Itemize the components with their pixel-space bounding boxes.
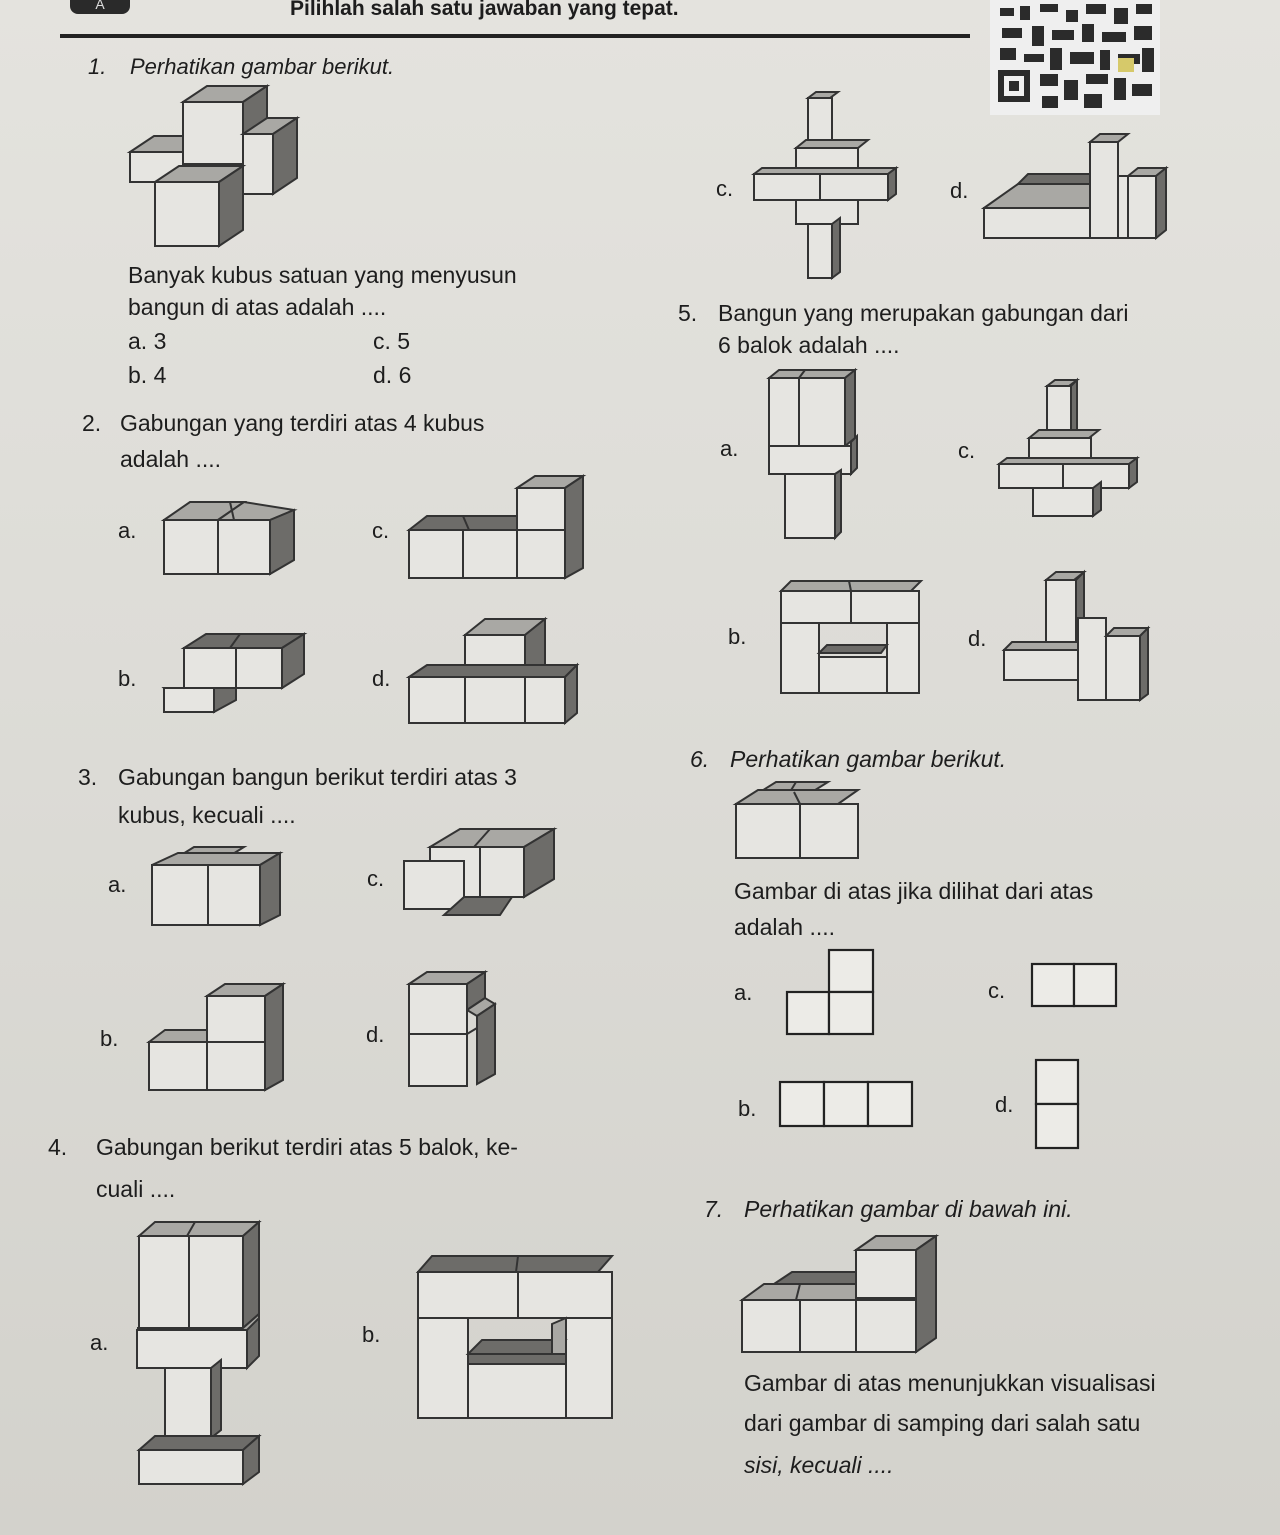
q5-option-b-label[interactable]: b. (728, 624, 747, 649)
instruction-text: Pilihlah salah satu jawaban yang tepat. (290, 0, 679, 20)
q4-option-a-figure[interactable] (133, 1218, 268, 1488)
q3-option-a-label[interactable]: a. (108, 872, 127, 897)
q1-option-b[interactable]: b. 4 (128, 362, 167, 388)
q7-number: 7. (704, 1196, 724, 1222)
q6-number: 6. (690, 746, 710, 772)
q2-option-a-figure[interactable] (160, 498, 300, 578)
q4-text-2: cuali .... (96, 1176, 176, 1202)
q7-stem: Perhatikan gambar di bawah ini. (744, 1196, 1073, 1222)
q2-text-2: adalah .... (120, 446, 222, 472)
q4-option-d-label[interactable]: d. (950, 178, 969, 203)
q2-option-d-figure[interactable] (405, 615, 585, 725)
q5-text-1: Bangun yang merupakan gabungan dari (718, 300, 1129, 326)
q5-option-d-figure[interactable] (1000, 568, 1155, 708)
q3-option-d-label[interactable]: d. (366, 1022, 385, 1047)
q4-option-b-label[interactable]: b. (362, 1322, 381, 1347)
q2-text-1: Gabungan yang terdiri atas 4 kubus (120, 410, 485, 436)
q5-option-c-figure[interactable] (995, 378, 1140, 518)
q4-text-1: Gabungan berikut terdiri atas 5 balok, ke- (96, 1134, 518, 1160)
q6-stem: Perhatikan gambar berikut. (730, 746, 1007, 772)
q2-number: 2. (82, 410, 102, 436)
q3-option-b-figure[interactable] (145, 980, 290, 1095)
q2-option-b-label[interactable]: b. (118, 666, 137, 691)
q1-figure (125, 82, 305, 257)
q6-option-c-figure[interactable] (1030, 962, 1118, 1008)
q3-option-a-figure[interactable] (148, 845, 288, 930)
q3-text-2: kubus, kecuali .... (118, 802, 296, 828)
q4-option-d-figure[interactable] (978, 130, 1173, 245)
q2-option-a-label[interactable]: a. (118, 518, 137, 543)
q4-option-c-figure[interactable] (750, 88, 900, 283)
q5-option-b-figure[interactable] (775, 575, 925, 700)
q7-figure (738, 1232, 943, 1357)
q6-option-a-figure[interactable] (785, 948, 877, 1036)
q6-option-a-label[interactable]: a. (734, 980, 753, 1005)
q1-option-c[interactable]: c. 5 (373, 328, 411, 354)
q3-text-1: Gabungan bangun berikut terdiri atas 3 (118, 764, 517, 790)
q1-option-d[interactable]: d. 6 (373, 362, 412, 388)
q5-option-a-label[interactable]: a. (720, 436, 739, 461)
q6-text-2: adalah .... (734, 914, 836, 940)
header-rule (60, 34, 970, 38)
q2-option-c-label[interactable]: c. (372, 518, 390, 543)
q1-number: 1. (88, 54, 107, 79)
q2-option-c-figure[interactable] (405, 474, 590, 579)
q2-option-b-figure[interactable] (160, 630, 310, 720)
q1-text-1: Banyak kubus satuan yang menyusun (128, 262, 517, 288)
section-badge: A (70, 0, 130, 14)
q7-text-2: dari gambar di samping dari salah satu (744, 1410, 1141, 1436)
q5-text-2: 6 balok adalah .... (718, 332, 900, 358)
q6-figure (730, 780, 865, 862)
q4-option-c-label[interactable]: c. (716, 176, 734, 201)
q6-option-d-figure[interactable] (1034, 1058, 1080, 1150)
q3-option-d-figure[interactable] (403, 970, 503, 1095)
q1-text-2: bangun di atas adalah .... (128, 294, 387, 320)
q6-option-b-label[interactable]: b. (738, 1096, 757, 1121)
q4-option-a-label[interactable]: a. (90, 1330, 109, 1355)
q5-option-c-label[interactable]: c. (958, 438, 976, 463)
q5-number: 5. (678, 300, 698, 326)
q5-option-a-figure[interactable] (765, 366, 865, 541)
q2-option-d-label[interactable]: d. (372, 666, 391, 691)
qr-code-icon (990, 0, 1160, 115)
q4-option-b-figure[interactable] (412, 1252, 617, 1422)
q6-option-c-label[interactable]: c. (988, 978, 1006, 1003)
q6-option-b-figure[interactable] (778, 1080, 916, 1130)
q1-option-a[interactable]: a. 3 (128, 328, 167, 354)
q3-option-c-figure[interactable] (400, 825, 560, 930)
q7-text-1: Gambar di atas menunjukkan visualisasi (744, 1370, 1156, 1396)
q3-number: 3. (78, 764, 98, 790)
q4-number: 4. (48, 1134, 68, 1160)
q7-text-3: sisi, kecuali .... (744, 1452, 894, 1478)
q6-text-1: Gambar di atas jika dilihat dari atas (734, 878, 1094, 904)
q1-stem: Perhatikan gambar berikut. (130, 54, 395, 79)
q3-option-b-label[interactable]: b. (100, 1026, 119, 1051)
q3-option-c-label[interactable]: c. (367, 866, 385, 891)
q5-option-d-label[interactable]: d. (968, 626, 987, 651)
q6-option-d-label[interactable]: d. (995, 1092, 1014, 1117)
